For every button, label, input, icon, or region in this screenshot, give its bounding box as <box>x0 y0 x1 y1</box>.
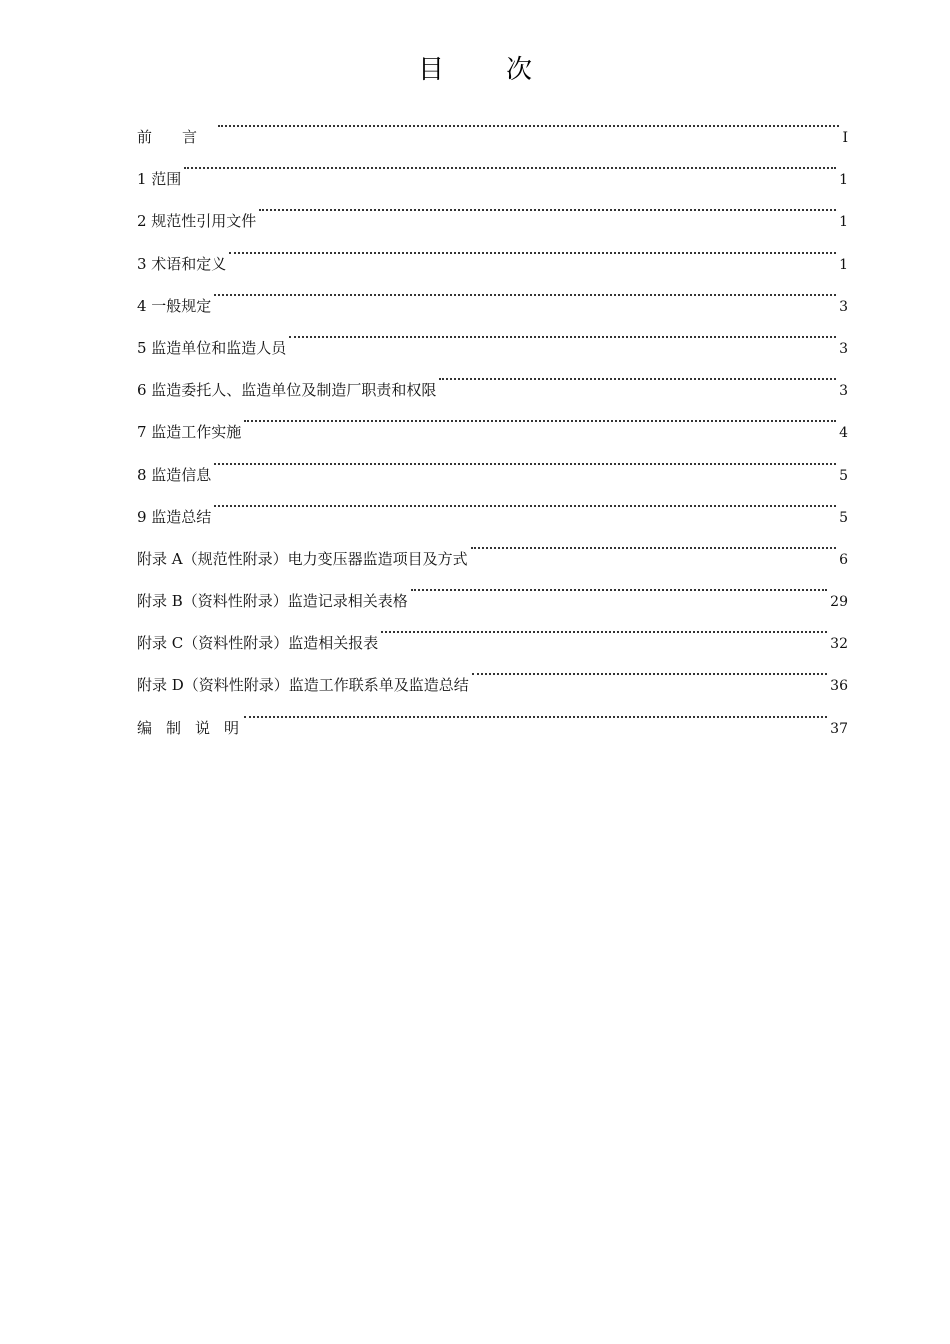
toc-entry-6[interactable] <box>137 311 848 357</box>
toc-dot-leader <box>411 564 827 606</box>
toc-entry-11[interactable] <box>137 522 848 568</box>
toc-entry-page-number: 5 <box>839 467 848 484</box>
toc-entry-3[interactable] <box>137 184 848 231</box>
toc-title: 目次 <box>417 55 594 85</box>
toc-dot-leader <box>214 269 836 311</box>
toc-entry-label: 附录 B（资料性附录）监造记录相关表格 <box>137 592 408 611</box>
toc-entry-label: 前言 <box>137 128 228 146</box>
toc-list <box>137 100 848 737</box>
toc-entry-5[interactable] <box>137 269 848 315</box>
toc-dot-leader <box>184 142 836 184</box>
toc-dot-leader <box>289 311 836 353</box>
toc-entry-label: 编制说明 <box>137 718 254 737</box>
toc-entry-8[interactable] <box>137 395 848 442</box>
toc-entry-page-number: 3 <box>839 383 848 400</box>
toc-entry-label: 7 监造工作实施 <box>137 423 242 442</box>
toc-entry-label: 附录 D（资料性附录）监造工作联系单及监造总结 <box>137 676 469 695</box>
toc-dot-leader <box>471 522 836 564</box>
toc-dot-leader <box>229 227 836 269</box>
toc-dot-leader <box>472 648 827 690</box>
toc-entry-label: 5 监造单位和监造人员 <box>137 338 287 357</box>
toc-entry-label: 2 规范性引用文件 <box>137 212 257 231</box>
toc-dot-leader <box>214 438 836 480</box>
toc-entry-page-number: 37 <box>830 720 848 737</box>
toc-entry-page-number: 29 <box>830 594 848 611</box>
toc-entry-page-number: 1 <box>839 214 848 231</box>
toc-entry-page-number: 6 <box>839 551 848 568</box>
toc-entry-15[interactable] <box>137 691 848 737</box>
toc-entry-2[interactable] <box>137 142 848 189</box>
toc-entry-label: 附录 C（资料性附录）监造相关报表 <box>137 634 379 653</box>
toc-entry-page-number: 1 <box>839 172 848 189</box>
toc-dot-leader <box>244 395 836 437</box>
toc-entry-page-number: 4 <box>839 425 848 442</box>
toc-entry-label: 8 监造信息 <box>137 465 212 484</box>
toc-entry-label: 6 监造委托人、监造单位及制造厂职责和权限 <box>137 381 437 400</box>
toc-entry-4[interactable] <box>137 227 848 273</box>
toc-entry-9[interactable] <box>137 438 848 484</box>
toc-dot-leader <box>381 606 827 648</box>
toc-entry-label: 附录 A（规范性附录）电力变压器监造项目及方式 <box>137 549 468 568</box>
toc-entry-label: 9 监造总结 <box>137 507 212 526</box>
toc-dot-leader <box>259 184 836 226</box>
toc-dot-leader <box>214 480 836 522</box>
toc-entry-label: 1 范围 <box>137 170 182 189</box>
toc-entry-page-number: 5 <box>839 509 848 526</box>
toc-entry-page-number: 32 <box>830 636 848 653</box>
toc-dot-leader <box>244 691 827 733</box>
toc-dot-leader <box>439 353 836 395</box>
toc-entry-1[interactable] <box>137 100 848 146</box>
toc-entry-page-number: I <box>842 130 848 146</box>
toc-entry-page-number: 3 <box>839 298 848 315</box>
toc-entry-page-number: 36 <box>830 678 848 695</box>
toc-entry-10[interactable] <box>137 480 848 526</box>
toc-dot-leader <box>218 100 839 142</box>
toc-entry-label: 4 一般规定 <box>137 296 212 315</box>
toc-entry-page-number: 3 <box>839 340 848 357</box>
toc-entry-page-number: 1 <box>839 256 848 273</box>
toc-entry-label: 3 术语和定义 <box>137 254 227 273</box>
